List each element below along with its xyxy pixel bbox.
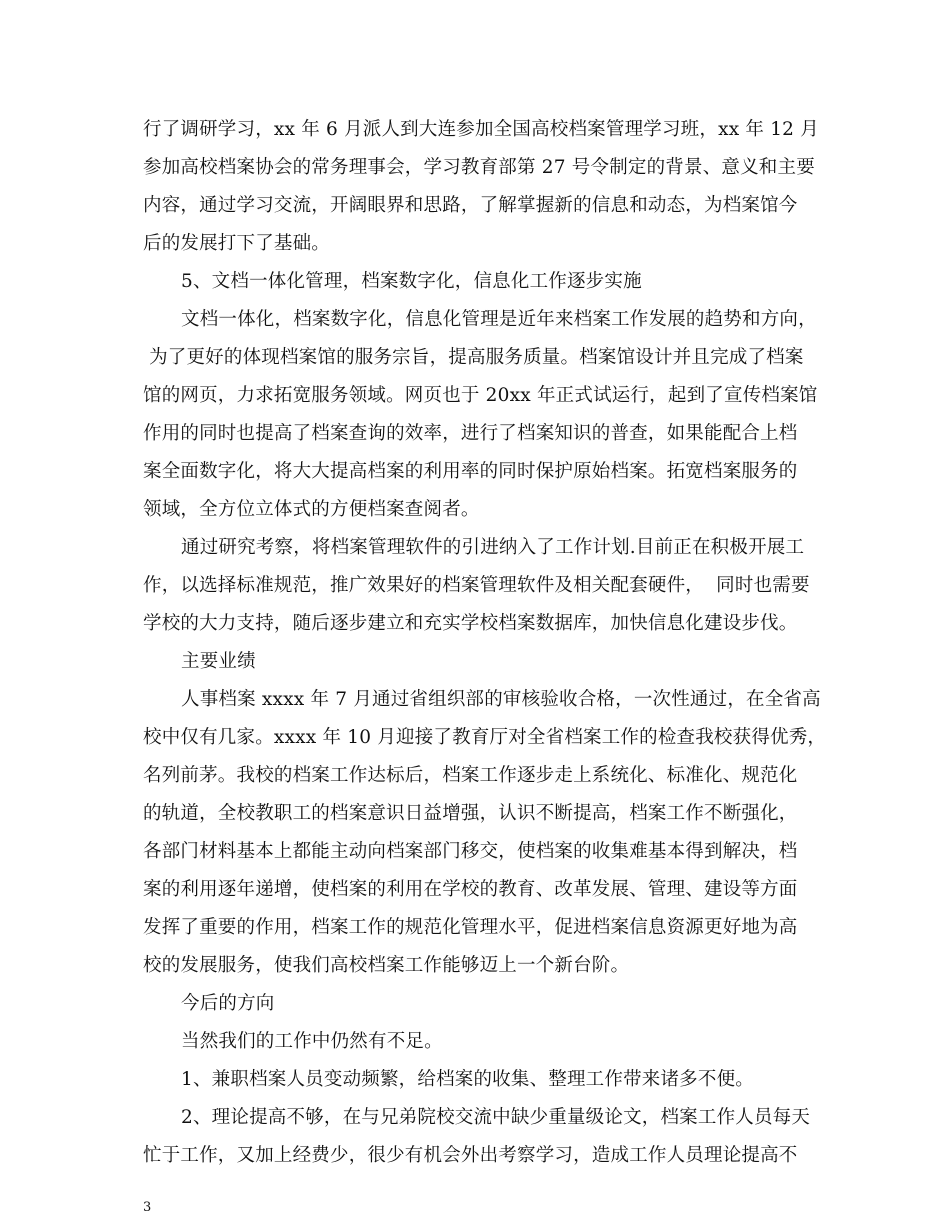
text-line-28: 忙于工作，又加上经费少，很少有机会外出考察学习，造成工作人员理论提高不 bbox=[143, 1145, 798, 1166]
text-line-6: 文档一体化，档案数字化，信息化管理是近年来档案工作发展的趋势和方向， bbox=[181, 309, 817, 330]
text-line-2: 参加高校档案协会的常务理事会，学习教育部第 27 号令制定的背景、意义和主要 bbox=[143, 157, 815, 178]
text-line-9: 作用的同时也提高了档案查询的效率，进行了档案知识的普查，如果能配合上档 bbox=[143, 423, 798, 444]
text-line-21: 案的利用逐年递增，使档案的利用在学校的教育、改革发展、管理、建设等方面 bbox=[143, 879, 798, 900]
text-line-4: 后的发展打下了基础。 bbox=[143, 233, 331, 254]
text-line-19: 的轨道，全校教职工的档案意识日益增强，认识不断提高，档案工作不断强化， bbox=[143, 803, 798, 824]
text-line-20: 各部门材料基本上都能主动向档案部门移交，使档案的收集难基本得到解决，档 bbox=[143, 841, 798, 862]
text-line-7: 为了更好的体现档案馆的服务宗旨，提高服务质量。档案馆设计并且完成了档案 bbox=[143, 347, 804, 368]
text-line-12: 通过研究考察，将档案管理软件的引进纳入了工作计划.目前正在积极开展工 bbox=[181, 537, 805, 558]
text-line-11: 领域，全方位立体式的方便档案查阅者。 bbox=[143, 499, 480, 520]
section-heading-future: 今后的方向 bbox=[181, 993, 275, 1014]
text-line-14: 学校的大力支持，随后逐步建立和充实学校档案数据库，加快信息化建设步伐。 bbox=[143, 613, 798, 634]
list-item-1: 1、兼职档案人员变动频繁，给档案的收集、整理工作带来诸多不便。 bbox=[181, 1069, 754, 1090]
list-item-2: 2、理论提高不够，在与兄弟院校交流中缺少重量级论文，档案工作人员每天 bbox=[181, 1107, 811, 1128]
text-line-3: 内容，通过学习交流，开阔眼界和思路，了解掌握新的信息和动态，为档案馆今 bbox=[143, 195, 798, 216]
section-heading-achievements: 主要业绩 bbox=[181, 651, 256, 672]
text-line-16: 人事档案 xxxx 年 7 月通过省组织部的审核验收合格，一次性通过，在全省高 bbox=[181, 689, 821, 710]
text-line-1: 行了调研学习，xx 年 6 月派人到大连参加全国高校档案管理学习班，xx 年 12 月 bbox=[143, 119, 819, 140]
text-line-25: 当然我们的工作中仍然有不足。 bbox=[181, 1031, 443, 1052]
page-number: 3 bbox=[143, 1200, 152, 1215]
text-line-10: 案全面数字化，将大大提高档案的利用率的同时保护原始档案。拓宽档案服务的 bbox=[143, 461, 798, 482]
text-line-22: 发挥了重要的作用，档案工作的规范化管理水平，促进档案信息资源更好地为高 bbox=[143, 917, 798, 938]
text-line-8: 馆的网页，力求拓宽服务领域。网页也于 20xx 年正式试运行，起到了宣传档案馆 bbox=[143, 385, 818, 406]
text-line-23: 校的发展服务，使我们高校档案工作能够迈上一个新台阶。 bbox=[143, 955, 630, 976]
text-line-13: 作，以选择标准规范，推广效果好的档案管理软件及相关配套硬件， 同时也需要 bbox=[143, 575, 810, 596]
text-line-18: 名列前茅。我校的档案工作达标后，档案工作逐步走上系统化、标准化、规范化 bbox=[143, 765, 798, 786]
section-heading-5: 5、文档一体化管理，档案数字化，信息化工作逐步实施 bbox=[181, 271, 642, 292]
text-line-17: 校中仅有几家。xxxx 年 10 月迎接了教育厅对全省档案工作的检查我校获得优秀， bbox=[143, 727, 827, 748]
